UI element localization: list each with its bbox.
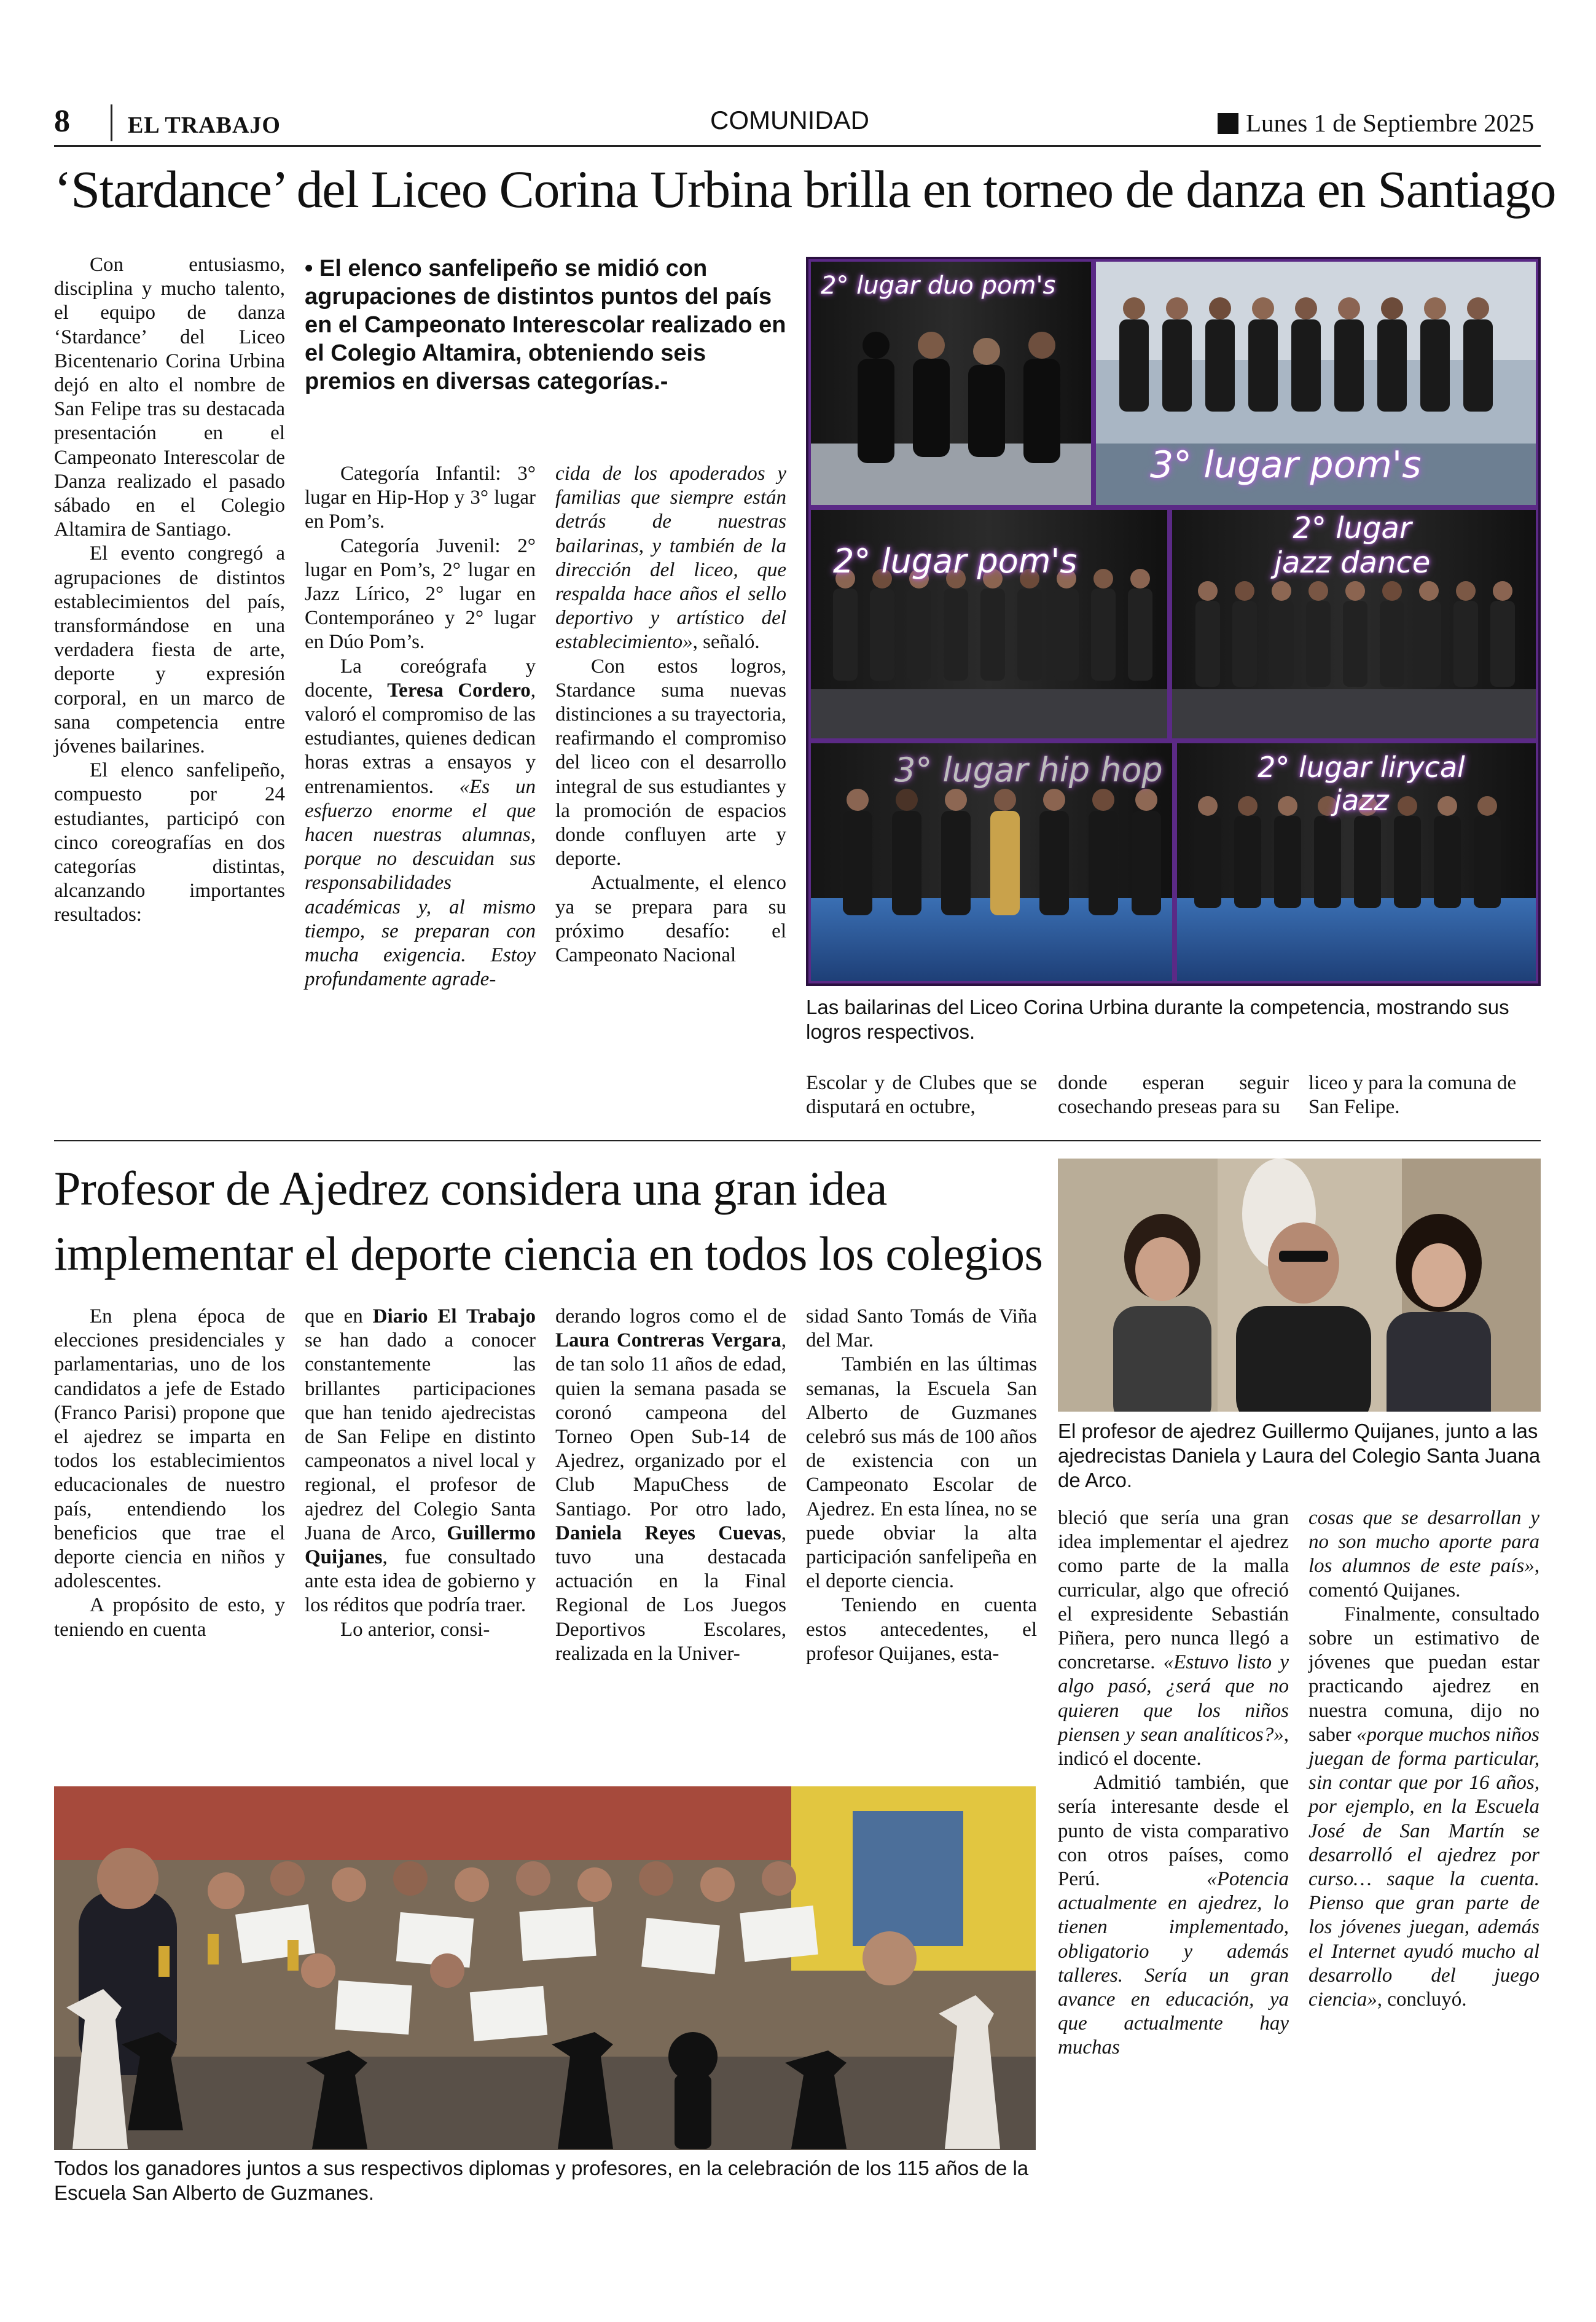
article2-paragraph: Admitió también, que sería interesante desde el punto de vista comparativo con otros países, como Perú. «Potencia actualmente en ajedrez, lo tienen implementado, obligatorio y además talleres. Sería un gran avance en educación, ya que actualmente hay muchas [1058,1772,1289,2059]
article2-paragraph: También en las últimas semanas, la Escuela San Alberto de Guzmanes celebró sus más de 100 años de existencia con un Campeonato Escolar de Ajedrez. En esta línea, no se puede obviar la alta participación sanfelipeña en el deporte ciencia. [806,1353,1037,1593]
article2-paragraph: sidad Santo Tomás de Viña del Mar. [806,1305,1037,1352]
dance-photo-collage [806,257,1541,986]
chess-winners-caption: Todos los ganadores juntos a sus respectivos diplomas y profesores, en la celebración de los 115 años de la Escuela San Alberto de Guzmanes. [54,2157,1029,2204]
article2-paragraph: bleció que sería una gran idea implementar el ajedrez como parte de la malla curricular, algo que ofreció el expresidente Sebastián Piñera, pero nunca llegó a concretarse. «Estuvo listo y algo pasó, ¿será que no quieren que los niños piensen y sean analíticos?», indicó el docente. [1058,1507,1289,1770]
chess-teacher-photo [1058,1159,1541,1412]
article1-paragraph: El evento congregó a agrupaciones de distintos establecimientos del país, transformándose en una verdadera fiesta de arte, deporte y expresión corporal, en un marco de sana competencia entre jóvenes bailarines. [54,542,285,758]
article2-paragraph: Lo anterior, consi- [340,1618,490,1641]
date-square-icon [1218,113,1238,134]
article2-paragraph: Finalmente, consultado sobre un estimativo de jóvenes que puedan estar practicando ajedrez en nuestra comuna, dijo no saber «porque muchos niños juegan de forma particular, sin contar que por 16 años, por ejemplo, en la Escuela José de San Martín se desarrolló el ajedrez por curso… saque la cuenta. Pienso que gran parte de los jóvenes juegan, además el Internet ayudó mucho al desarrollo del juego ciencia», concluyó. [1308,1603,1539,2011]
chess-winners-photo [54,1786,1036,2150]
article2-headline: Profesor de Ajedrez considera una gran idea implementar el deporte ciencia en todos los colegios [54,1162,1043,1280]
section-title: COMUNIDAD [710,106,869,135]
article1-paragraph: Categoría Juvenil: 2° lugar en Pom’s, 2° lugar en Jazz Lírico, 2° lugar en Contemporáneo y 2° lugar en Dúo Pom’s. [305,534,536,654]
article2-paragraph: A propósito de esto, y teniendo en cuenta [54,1594,285,1641]
chess-teacher-graphic [1058,1159,1541,1412]
coreographer-name: Teresa Cordero [387,679,531,702]
article1-paragraph: El elenco sanfelipeño, compuesto por 24 estudiantes, participó con cinco coreografías en dos categorías distintas, alcanzando importantes resultados: [54,759,285,926]
article2-column-6 [1308,1506,1539,2012]
header-divider [111,104,112,141]
photo-label: 2° lugar lirycal jazz [1258,751,1465,817]
article2-paragraph: Teniendo en cuenta estos antecedentes, el profesor Quijanes, esta- [806,1594,1037,1665]
paper-name: EL TRABAJO [128,112,281,138]
article2-column-4 [806,1305,1037,1666]
article1-paragraph: Categoría Infantil: 3° lugar en Hip-Hop y 3° lugar en Pom’s. [305,463,536,533]
chess-winners-graphic [54,1786,1036,2150]
article1-column-3 [555,462,786,968]
photo-label: 2° lugar jazz dance [1273,511,1431,580]
photo-label: 3° lugar hip hop [894,751,1163,789]
dance-collage-graphic [808,259,1538,983]
article2-column-3 [555,1305,786,1666]
article1-paragraph: La coreógrafa y docente, Teresa Cordero, valoró el compromiso de las estudiantes, quienes dedican horas extras a ensayos y entrenamientos. «Es un esfuerzo enorme el que hacen nuestras alumnas, porque no descuidan sus responsabilidades académicas y, al mismo tiempo, se preparan con mucha exigencia. Estoy profundamente agrade- [305,655,536,991]
article2-paragraph: cosas que se desarrollan y no son mucho aporte para los alumnos de este país», comentó Quijanes. [1308,1507,1539,1601]
article1-tail-2: donde esperan seguir cosechando preseas para su [1058,1072,1289,1119]
article2-paragraph: que en Diario El Trabajo se han dado a conocer constantemente las brillantes participaciones que han tenido ajedrecistas de San Felipe en distinto campeonatos a nivel local y regional, el profesor de ajedrez del Colegio Santa Juana de Arco, Guillermo Quijanes, fue consultado ante esta idea de gobierno y los réditos que podría traer. [305,1305,536,1617]
dance-photo-caption: Las bailarinas del Liceo Corina Urbina durante la competencia, mostrando sus logros respectivos. [806,996,1509,1043]
article1-headline: ‘Stardance’ del Liceo Corina Urbina brilla en torneo de danza en Santiago [54,160,1556,219]
photo-label: 3° lugar pom's [1150,444,1422,487]
article1-tail-3: liceo y para la comuna de San Felipe. [1308,1072,1517,1119]
article2-paragraph: derando logros como el de Laura Contreras Vergara, de tan solo 11 años de edad, quien la semana pasada se coronó campeona del Torneo Open Sub-14 de Ajedrez, organizado por el Club MapuChess de Santiago. Por otro lado, Daniela Reyes Cuevas, tuvo una destacada actuación en la Final Regional de Los Juegos Deportivos Escolares, realizada en la Univer- [555,1305,786,1665]
photo-label: 2° lugar pom's [833,542,1078,580]
article2-paragraph: En plena época de elecciones presidenciales y parlamentarias, uno de los candidatos a jefe de Estado (Franco Parisi) propone que el ajedrez se imparta en todos los establecimientos educacionales de nuestro país, entendiendo los beneficios que trae el deporte ciencia en niños y adolescentes. [54,1305,285,1593]
chess-teacher-caption: El profesor de ajedrez Guillermo Quijanes, junto a las ajedrecistas Daniela y Laura del Colegio Santa Juana de Arco. [1058,1420,1541,1491]
article1-tail-1: Escolar y de Clubes que se disputará en octubre, [806,1072,1037,1119]
article-separator [54,1140,1541,1141]
article2-column-2 [305,1305,536,1642]
article2-column-5 [1058,1506,1289,2060]
article2-column-1 [54,1305,285,1642]
photo-label: 2° lugar duo pom's [821,272,1056,300]
article1-column-2 [305,462,536,991]
article1-column-1 [54,253,285,928]
header-rule [54,145,1541,147]
article1-paragraph: Actualmente, el elenco ya se prepara para su próximo desafío: el Campeonato Nacional [555,872,786,967]
article1-paragraph: Con estos logros, Stardance suma nuevas distinciones a su trayectoria, reafirmando el compromiso del liceo con el desarrollo integral de sus estudiantes y la promoción de espacios donde confluyen arte y deporte. [555,655,786,870]
article1-paragraph: cida de los apoderados y familias que siempre están detrás de nuestras bailarinas, y también de la dirección del liceo, que respalda hace años el sello deportivo y artístico del establecimiento», señaló. [555,463,786,654]
article1-lead: • El elenco sanfelipeño se midió con agrupaciones de distintos puntos del país en el Campeonato Interescolar realizado en el Colegio Altamira, obteniendo seis premios en diversas categorías.- [305,256,786,394]
page-number: 8 [54,104,70,139]
article1-paragraph: Con entusiasmo, disciplina y mucho talento, el equipo de danza ‘Stardance’ del Liceo Bicentenario Corina Urbina dejó en alto el nombre de San Felipe tras su destacada presentación en el Campeonato Interescolar de Danza realizado el pasado sábado en el Colegio Altamira de Santiago. [54,254,285,541]
issue-date: Lunes 1 de Septiembre 2025 [1246,109,1535,137]
